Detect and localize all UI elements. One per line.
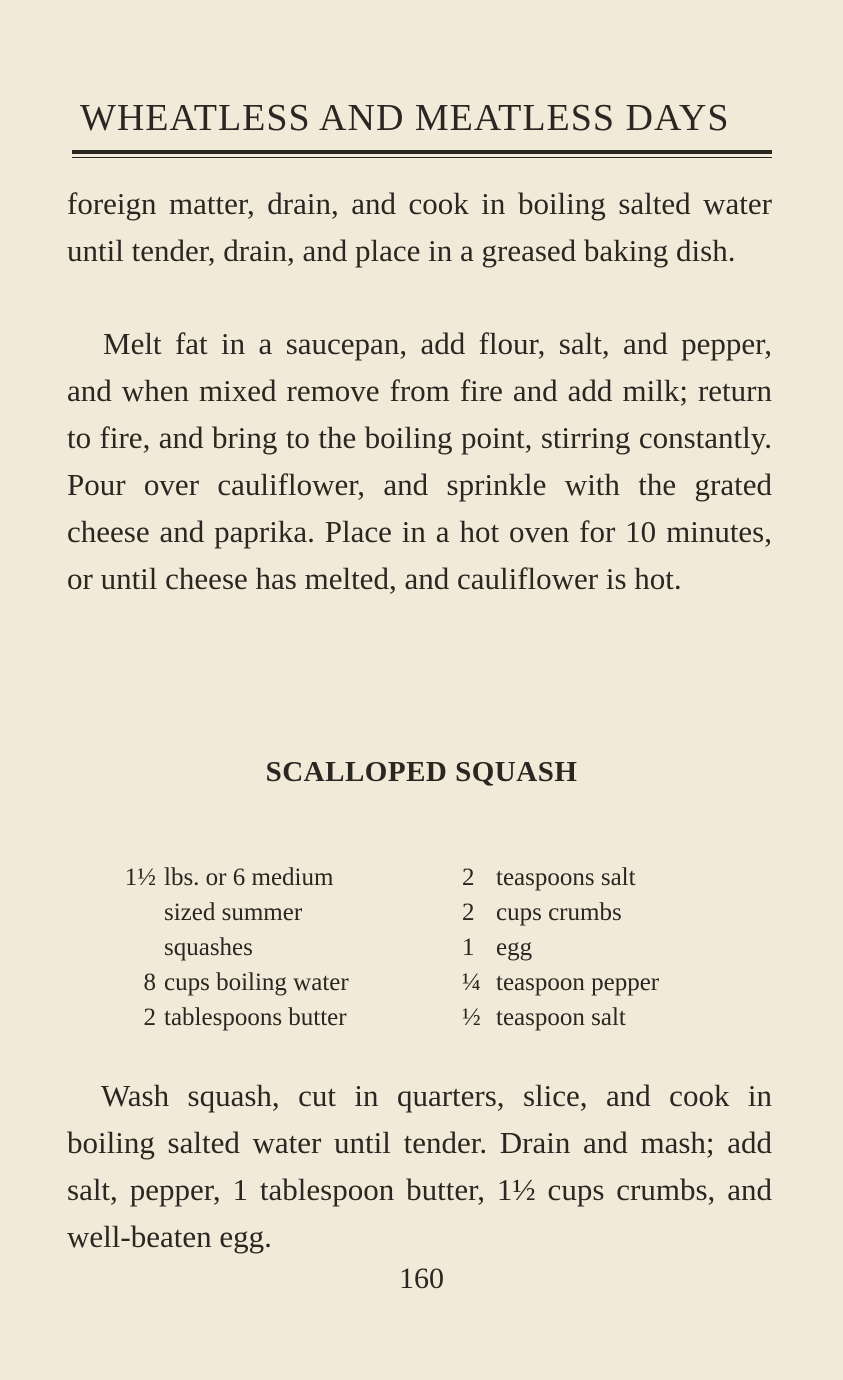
ingredient-name: sized summer — [164, 899, 303, 926]
ingredient-name: teaspoons salt — [496, 864, 636, 891]
ingredient-quantity: 1 — [462, 934, 475, 961]
ingredients-left-column — [100, 860, 420, 1035]
method-paragraph: Wash squash, cut in quarters, slice, and cook in boiling salted water until tender. Drain and mash; add salt, pepper, 1 tablespoon butter, 1½ cups crumbs, and well-beaten egg. — [67, 1078, 772, 1254]
ingredient-item — [462, 895, 732, 930]
header-rule-thin — [72, 157, 772, 158]
ingredient-item — [462, 930, 732, 965]
recipe-title: SCALLOPED SQUASH — [265, 756, 578, 788]
ingredient-item — [100, 895, 420, 930]
ingredient-quantity: ¼ — [462, 969, 481, 996]
ingredient-item — [462, 860, 732, 895]
ingredient-name: teaspoon pepper — [496, 969, 660, 996]
ingredient-quantity: 8 — [143, 969, 156, 996]
ingredient-name: cups boiling water — [164, 969, 349, 996]
ingredient-name: cups crumbs — [496, 899, 622, 926]
ingredient-item — [100, 930, 420, 965]
ingredients-right-column — [462, 860, 732, 1035]
ingredient-name: squashes — [164, 934, 253, 961]
ingredient-item — [100, 860, 420, 895]
ingredient-quantity: 1½ — [124, 864, 156, 891]
ingredient-name: lbs. or 6 medium — [164, 864, 334, 891]
ingredient-name: teaspoon salt — [496, 1004, 626, 1031]
ingredient-item — [100, 1000, 420, 1035]
page-number: 160 — [399, 1262, 444, 1295]
ingredient-name: egg — [496, 934, 533, 961]
continued-paragraph: foreign matter, drain, and cook in boiling salted water until tender, drain, and place in a greased baking dish. — [67, 186, 772, 268]
ingredient-item — [462, 965, 732, 1000]
ingredient-quantity: 2 — [462, 864, 475, 891]
ingredient-name: tablespoons butter — [164, 1004, 347, 1031]
running-head: WHEATLESS AND MEATLESS DAYS — [80, 97, 730, 139]
ingredient-item — [100, 965, 420, 1000]
ingredient-item — [462, 1000, 732, 1035]
header-rule-thick — [72, 150, 772, 154]
ingredient-quantity: 2 — [462, 899, 475, 926]
sauce-paragraph: Melt fat in a saucepan, add flour, salt, and pepper, and when mixed remove from fire and add milk; return to fire, and bring to the boiling point, stirring constantly. Pour over cauliflower, and sprinkle with the grated cheese and paprika. Place in a hot oven for 10 minutes, or until cheese has melted, and cauliflower is hot. — [67, 326, 772, 596]
ingredient-quantity: 2 — [143, 1004, 156, 1031]
ingredient-quantity: ½ — [462, 1004, 481, 1031]
